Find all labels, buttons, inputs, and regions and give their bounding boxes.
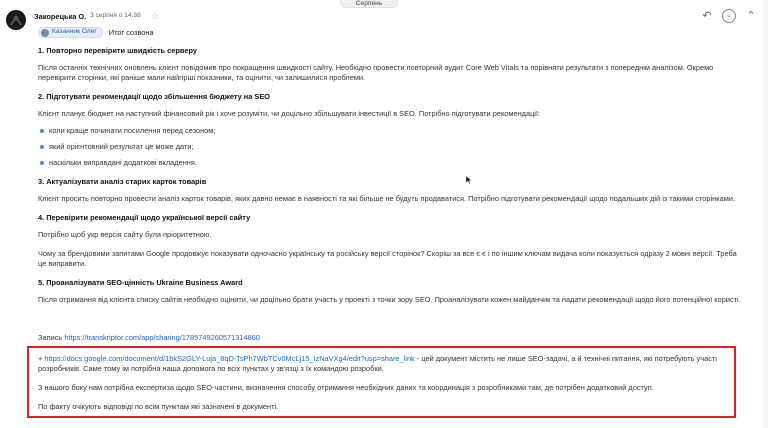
recipient-avatar [41,29,49,37]
message-subject: Итог созвона [108,27,154,37]
section-title: 3. Актуалізувати аналіз старих карток товарів [38,176,207,186]
message-actions [700,9,758,23]
expectation-paragraph: По факту очікують відповіді по всім пунктам які зазначені в документі. [38,401,279,411]
list-item: наскільки виправдані додаткові вкладення. [40,158,742,168]
recipient-chip[interactable] [38,27,103,38]
record-label: Запись [38,333,63,342]
recommendation-list [40,126,742,168]
section-title: 5. Проаналізувати SEO-цінність Ukraine Business Award [38,277,243,287]
doc-paragraph [38,354,728,374]
section-paragraph: Потрібно щоб укр версія сайту була пріоритетною. [38,229,212,239]
list-item: коли краще починати посилення перед сезоном; [40,126,742,136]
section-5 [38,278,742,305]
record-link[interactable]: https://transkriptor.com/app/sharing/1785749260571314860 [64,333,260,342]
month-divider: Серпень [340,0,398,8]
section-1 [38,46,742,83]
section-paragraph: Після отримання від клієнта списку сайтів необхідно оцінити, чи доцільно брати участь у проекті з точки зору SEO. Проаналізувати кожен майданчик та надати рекомендації щодо його потенційної користі. [38,294,741,304]
star-icon[interactable]: ☆ [151,11,160,21]
section-paragraph: Чому за брендовими запитами Google продовжує показувати одночасно українську та російську версії сторінок? Скоріш за все є є і по іншим ключам видача коли показується одразу 2 мовні версії. Треба це виправити. [38,248,737,268]
doc-description: - цей документ містить не лише SEO-задачі, а й технічні питання, які потребують участі розробників. Саме тому ім потрібна наша допомога по всіх пунктах у зв'язці з їх командою розробки. [38,354,717,373]
section-paragraph: Після останніх технічних оновлень клієнт повідомив про покращення швидкості сайту. Необхідно провести повторний аудит Core Web Vitals та порівняти результати з попереднім аналізом. Окремо перевірити сторінки, які раніше мали найгірші показники, та оцінити, чи залишилися проблеми. [38,62,714,82]
doc-link[interactable]: https://docs.google.com/document/d/1bkS2GLY-Luja_8qD-TsPh7WbTCv0McLj15_IzNaVXg4/edit?usp=share_link [44,354,415,363]
sender-name[interactable]: Закорецька О. [34,12,87,21]
section-2 [38,92,742,168]
section-3 [38,177,742,204]
mouse-cursor-icon [466,176,472,184]
scrollbar[interactable] [762,0,768,428]
recipient-name: Казанник Олег [52,28,97,36]
record-line [38,333,260,343]
message-date: 3 серпня о 14:38 [90,12,141,19]
section-4 [38,213,742,269]
list-item: який орієнтовний результат це може дати; [40,142,742,152]
plus-prefix: + [38,354,43,363]
section-paragraph: Клієнт планує бюджет на наступний фінансовий рік і хоче розуміти, чи доцільно збільшувати інвестиції в SEO. Потрібно підготувати рекомендації: [38,108,541,118]
sender-avatar[interactable] [6,10,26,30]
section-title: 2. Підготувати рекомендації щодо збільшення бюджету на SEO [38,91,271,101]
highlight-content [38,354,728,419]
section-paragraph: Клієнт просить повторно провести аналіз карток товарів, яких давно немає в наявності та які більше не будуть продаватися. Потрібно підготувати рекомендації щодо подальших дій із такими сторінками. [38,193,736,203]
expertise-paragraph: З нашого боку нам потрібна експертиза щодо SEO-частини, визначення способу отримання необхідних даних та координація з розробниками там, де потрібен додатковий доступ. [38,382,654,392]
section-title: 1. Повторно перевірити швидкість серверу [38,46,197,55]
more-icon[interactable]: ⌄ [722,9,736,23]
collapse-icon[interactable]: ⌃ [746,10,756,22]
message-header [6,9,758,29]
message-body [38,46,742,314]
recipients-row [38,27,154,38]
reply-icon[interactable]: ↶ [702,10,712,22]
section-title: 4. Перевірити рекомендації щодо української версії сайту [38,212,251,222]
